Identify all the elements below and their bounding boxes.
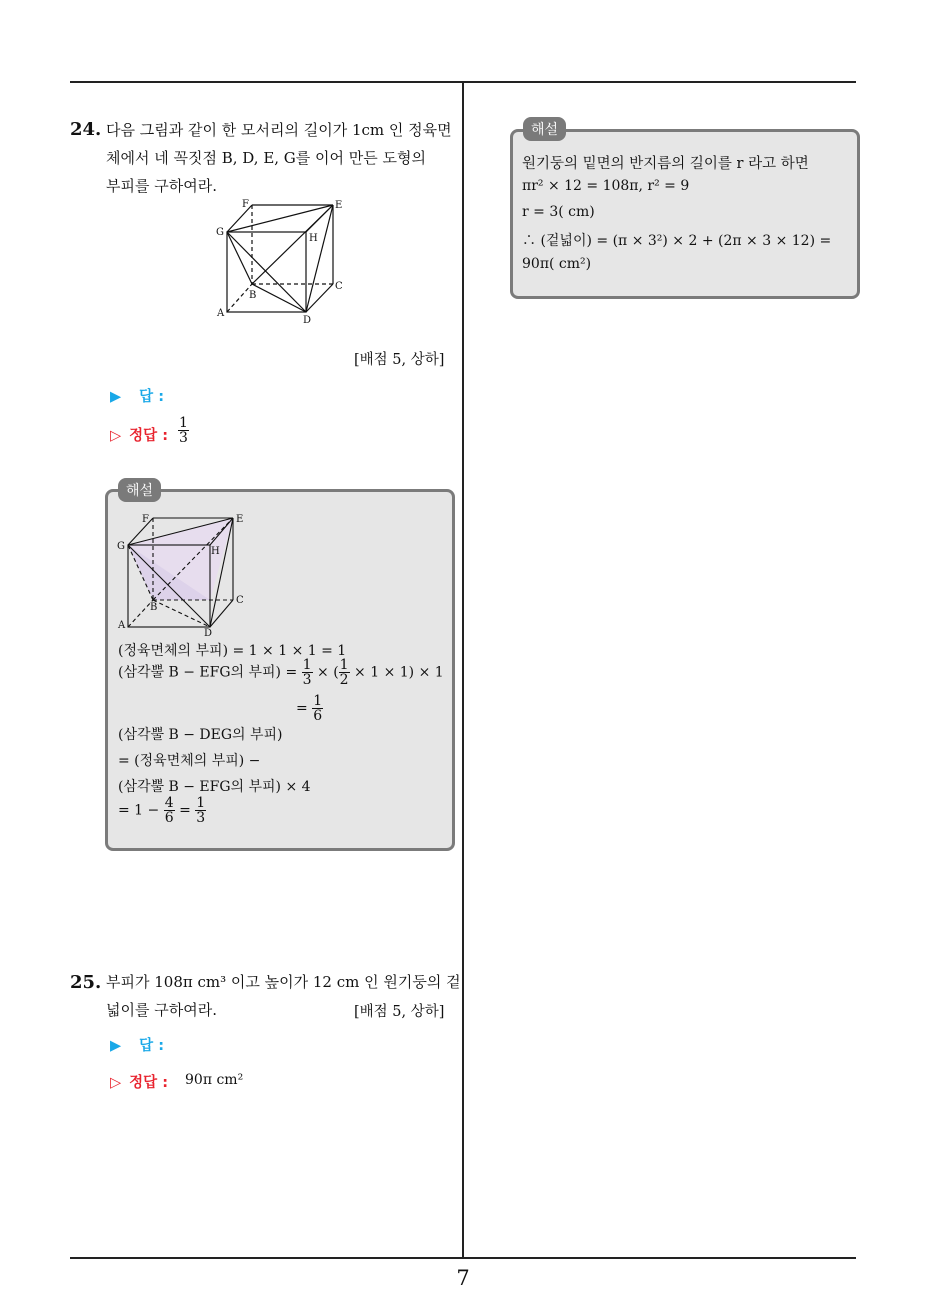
label-E: E (335, 200, 343, 211)
fraction-numerator: 1 (179, 415, 188, 431)
question-24-line-1: 다음 그림과 같이 한 모서리의 길이가 1cm 인 정육면 (106, 121, 452, 139)
solution-24-line-7 (118, 796, 206, 825)
solution-24-line-3-pre: = (296, 700, 313, 717)
answer-label: 답 : (139, 1038, 165, 1054)
sol-label-G: G (117, 541, 125, 552)
cube-figure (210, 195, 360, 325)
page-number: 7 (456, 1266, 470, 1290)
question-24-answer-row (110, 385, 164, 406)
solution-24-line-7-mid: = (174, 802, 196, 819)
correct-label: 정답 : (129, 1075, 169, 1091)
fraction-numerator: 1 (339, 657, 349, 673)
question-25-score: [배점 5, 상하] (354, 1004, 445, 1020)
solution-24-line-7-pre: = 1 − (118, 802, 164, 819)
solution-24-line-2 (118, 658, 444, 687)
question-24-line-2: 체에서 네 꼭짓점 B, D, E, G를 이어 만든 도형의 (106, 149, 427, 167)
outline-triangle-icon: ▷ (110, 428, 122, 444)
fraction-denominator: 6 (313, 708, 323, 724)
fraction-denominator: 3 (302, 672, 312, 688)
solution-25-line-5: 90π( cm²) (522, 256, 592, 272)
column-divider (462, 82, 464, 1258)
answer-label: 답 : (139, 389, 165, 405)
question-25-number: 25. (70, 972, 102, 993)
fraction-numerator: 1 (302, 657, 312, 673)
fraction-numerator: 1 (313, 693, 323, 709)
fraction-denominator: 6 (164, 810, 174, 826)
label-D: D (303, 315, 312, 325)
label-A: A (217, 308, 225, 319)
filled-triangle-icon: ▶ (110, 1038, 122, 1054)
fraction-denominator: 3 (196, 810, 206, 826)
sol-label-F: F (142, 514, 149, 525)
question-24-correct-row (110, 424, 168, 445)
bottom-rule (70, 1257, 856, 1259)
correct-label: 정답 : (129, 428, 169, 444)
solution-24-line-4: (삼각뿔 B − DEG의 부피) (118, 727, 283, 743)
label-G: G (216, 227, 224, 238)
question-24-number: 24. (70, 119, 102, 140)
fraction-numerator: 4 (164, 795, 174, 811)
solution-24-line-6: (삼각뿔 B − EFG의 부피) × 4 (118, 779, 311, 795)
solution-24-line-3 (296, 694, 323, 723)
sol-label-D: D (204, 628, 213, 639)
fraction-denominator: 2 (339, 672, 349, 688)
sol-label-A: A (118, 620, 126, 631)
question-25-line-1: 부피가 108π cm³ 이고 높이가 12 cm 인 원기둥의 겉 (106, 973, 461, 991)
solution-24-line-2-pre: (삼각뿔 B − EFG의 부피) = (118, 664, 302, 681)
label-C: C (335, 281, 343, 292)
question-25-answer-row (110, 1034, 164, 1055)
solution-25-line-3: r = 3( cm) (522, 204, 595, 220)
sol-label-B: B (150, 602, 158, 613)
fraction-denominator: 3 (179, 430, 188, 446)
question-25-correct-answer: 90π cm² (185, 1072, 244, 1088)
solution-tag-24: 해설 (118, 478, 161, 502)
solution-cube-figure (115, 510, 255, 640)
question-25-correct-row (110, 1071, 168, 1092)
question-24-text (106, 116, 452, 200)
sol-label-H: H (211, 546, 220, 557)
filled-triangle-icon: ▶ (110, 389, 122, 405)
question-25-line-2: 넓이를 구하여라. (106, 1001, 217, 1019)
sol-label-C: C (236, 595, 244, 606)
question-24-score: [배점 5, 상하] (354, 352, 445, 368)
solution-24-line-2-post: × 1 × 1) × 1 (349, 664, 444, 681)
question-24-correct-answer (178, 416, 189, 445)
solution-24-line-5: = (정육면체의 부피) − (118, 753, 261, 769)
label-H: H (309, 233, 318, 244)
sol-label-E: E (236, 514, 244, 525)
solution-25-line-1: 원기둥의 밑면의 반지름의 길이를 r 라고 하면 (522, 156, 809, 172)
solution-tag-25: 해설 (523, 117, 566, 141)
label-F: F (242, 199, 249, 210)
label-B: B (249, 290, 257, 301)
solution-25-line-2: πr² × 12 = 108π, r² = 9 (522, 178, 690, 194)
outline-triangle-icon: ▷ (110, 1075, 122, 1091)
solution-24-line-1: (정육면체의 부피) = 1 × 1 × 1 = 1 (118, 643, 347, 659)
question-24-line-3: 부피를 구하여라. (106, 177, 217, 195)
solution-25-line-4: ∴ (겉넓이) = (π × 3²) × 2 + (2π × 3 × 12) = (522, 233, 832, 249)
fraction-numerator: 1 (196, 795, 206, 811)
solution-24-line-2-mid: × ( (312, 664, 339, 681)
